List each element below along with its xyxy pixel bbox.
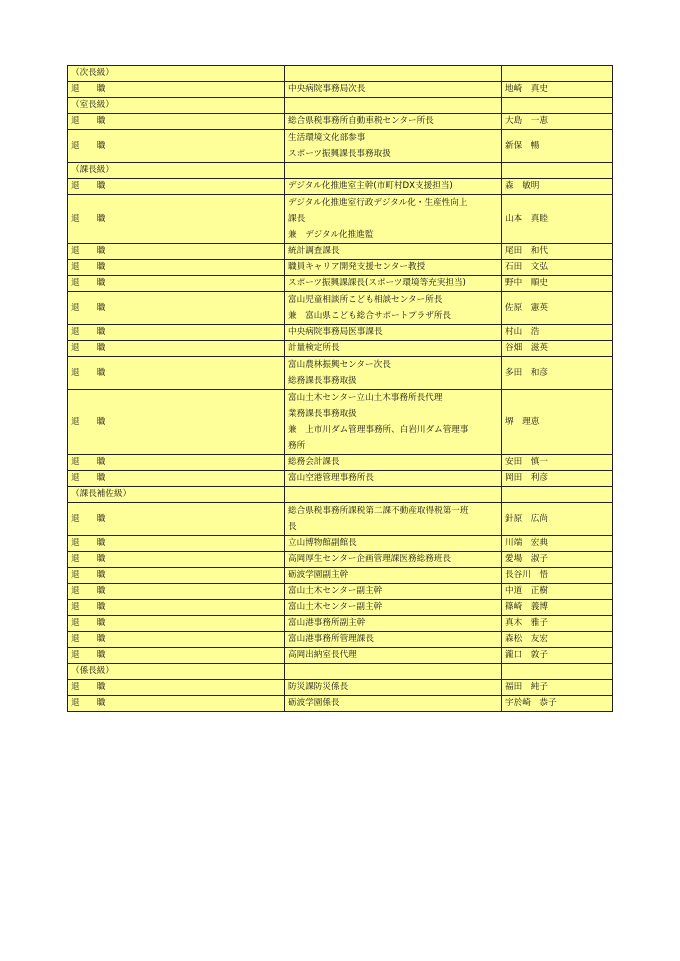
post-line: 職員キャリア開発支援センター教授	[288, 262, 426, 272]
personnel-row	[68, 616, 613, 632]
post-cell	[285, 292, 502, 325]
section-empty-cell	[502, 664, 613, 680]
action-cell: 退 職	[68, 114, 285, 130]
name-cell: 多田 和彦	[502, 357, 613, 390]
post-line: 長	[288, 522, 297, 532]
personnel-row	[68, 82, 613, 98]
action-cell: 退 職	[68, 260, 285, 276]
post-cell	[285, 455, 502, 471]
section-label: （課長級）	[68, 163, 285, 179]
personnel-row	[68, 179, 613, 195]
section-empty-cell	[502, 487, 613, 503]
section-label: （課長補佐級）	[68, 487, 285, 503]
post-line: 総合県税事務所自動車税センター所長	[288, 116, 434, 126]
action-cell: 退 職	[68, 552, 285, 568]
post-cell	[285, 325, 502, 341]
post-cell	[285, 680, 502, 696]
name-cell: 針原 広尚	[502, 503, 613, 536]
post-line: 富山土木センター立山土木事務所長代理	[288, 393, 443, 403]
personnel-row	[68, 568, 613, 584]
personnel-row	[68, 600, 613, 616]
name-cell: 瀧口 敦子	[502, 648, 613, 664]
action-cell: 退 職	[68, 244, 285, 260]
personnel-table-body	[68, 66, 613, 712]
post-cell	[285, 130, 502, 163]
section-label: （係長級）	[68, 664, 285, 680]
personnel-row	[68, 341, 613, 357]
name-cell: 大島 一恵	[502, 114, 613, 130]
personnel-row	[68, 292, 613, 325]
post-line: 富山空港管理事務所長	[288, 473, 374, 483]
name-cell: 愛場 淑子	[502, 552, 613, 568]
action-cell: 退 職	[68, 390, 285, 455]
name-cell: 谷畑 滋英	[502, 341, 613, 357]
name-cell: 山本 真睦	[502, 195, 613, 244]
name-cell: 佐原 憲英	[502, 292, 613, 325]
post-line: 立山博物館副館長	[288, 538, 357, 548]
name-cell: 新保 暢	[502, 130, 613, 163]
personnel-row	[68, 584, 613, 600]
post-cell	[285, 503, 502, 536]
personnel-row	[68, 244, 613, 260]
post-line: 総合県税事務所課税第二課不動産取得税第一班	[288, 506, 469, 516]
post-cell	[285, 260, 502, 276]
post-line: 富山農林振興センター次長	[288, 360, 391, 370]
post-cell	[285, 179, 502, 195]
post-cell	[285, 696, 502, 712]
post-line: 課長	[288, 214, 306, 224]
post-line: 富山土木センター副主幹	[288, 602, 383, 612]
post-cell	[285, 536, 502, 552]
post-line: 砺波学園副主幹	[288, 570, 349, 580]
name-cell: 森 敏明	[502, 179, 613, 195]
action-cell: 退 職	[68, 292, 285, 325]
post-cell	[285, 632, 502, 648]
name-cell: 堺 理恵	[502, 390, 613, 455]
action-cell: 退 職	[68, 616, 285, 632]
post-line: 富山港事務所副主幹	[288, 618, 366, 628]
post-line: デジタル化推進室主幹(市町村DX支援担当)	[288, 181, 453, 191]
action-cell: 退 職	[68, 357, 285, 390]
personnel-row	[68, 114, 613, 130]
section-row	[68, 66, 613, 82]
name-cell: 尾田 和代	[502, 244, 613, 260]
post-cell	[285, 195, 502, 244]
personnel-table	[67, 65, 613, 712]
post-line: 統計調査課長	[288, 246, 340, 256]
action-cell: 退 職	[68, 471, 285, 487]
post-line: 富山児童相談所こども相談センター所長	[288, 295, 443, 305]
post-line: 防災課防災係長	[288, 682, 349, 692]
personnel-row	[68, 696, 613, 712]
post-cell	[285, 552, 502, 568]
action-cell: 退 職	[68, 195, 285, 244]
personnel-row	[68, 455, 613, 471]
name-cell: 中道 正樹	[502, 584, 613, 600]
post-cell	[285, 341, 502, 357]
personnel-row	[68, 276, 613, 292]
post-line: 計量検定所長	[288, 343, 340, 353]
section-label: （室長級）	[68, 98, 285, 114]
personnel-row	[68, 632, 613, 648]
personnel-row	[68, 680, 613, 696]
section-row	[68, 487, 613, 503]
name-cell: 安田 慎一	[502, 455, 613, 471]
post-cell	[285, 114, 502, 130]
section-empty-cell	[502, 163, 613, 179]
action-cell: 退 職	[68, 179, 285, 195]
action-cell: 退 職	[68, 130, 285, 163]
section-row	[68, 163, 613, 179]
post-line: 高岡出納室長代理	[288, 650, 357, 660]
post-cell	[285, 244, 502, 260]
name-cell: 篠崎 義博	[502, 600, 613, 616]
post-line: 砺波学園係長	[288, 698, 340, 708]
personnel-row	[68, 503, 613, 536]
post-line: 業務課長事務取扱	[288, 409, 357, 419]
action-cell: 退 職	[68, 341, 285, 357]
name-cell: 岡田 利彦	[502, 471, 613, 487]
section-row	[68, 98, 613, 114]
name-cell: 宇於崎 恭子	[502, 696, 613, 712]
post-cell	[285, 82, 502, 98]
post-line: 兼 富山県こども総合サポートプラザ所長	[288, 311, 452, 321]
action-cell: 退 職	[68, 276, 285, 292]
personnel-row	[68, 552, 613, 568]
post-cell	[285, 616, 502, 632]
post-cell	[285, 471, 502, 487]
section-empty-cell	[285, 163, 502, 179]
action-cell: 退 職	[68, 82, 285, 98]
personnel-row	[68, 390, 613, 455]
personnel-row	[68, 357, 613, 390]
section-label: （次長級）	[68, 66, 285, 82]
action-cell: 退 職	[68, 680, 285, 696]
section-empty-cell	[285, 487, 502, 503]
section-empty-cell	[285, 664, 502, 680]
name-cell: 野中 順史	[502, 276, 613, 292]
post-line: 生活環境文化部参事	[288, 133, 366, 143]
name-cell: 川端 宏典	[502, 536, 613, 552]
post-line: 富山土木センター副主幹	[288, 586, 383, 596]
name-cell: 森松 友宏	[502, 632, 613, 648]
post-line: 務所	[288, 441, 306, 451]
post-line: 中央病院事務局次長	[288, 84, 366, 94]
personnel-row	[68, 130, 613, 163]
personnel-row	[68, 325, 613, 341]
post-line: 兼 デジタル化推進監	[288, 230, 374, 240]
action-cell: 退 職	[68, 325, 285, 341]
post-cell	[285, 357, 502, 390]
section-empty-cell	[285, 66, 502, 82]
post-line: 兼 上市川ダム管理事務所、白岩川ダム管理事	[288, 425, 469, 435]
action-cell: 退 職	[68, 536, 285, 552]
post-cell	[285, 584, 502, 600]
post-line: スポーツ振興課長事務取扱	[288, 149, 391, 159]
name-cell: 村山 浩	[502, 325, 613, 341]
action-cell: 退 職	[68, 648, 285, 664]
name-cell: 長谷川 悟	[502, 568, 613, 584]
post-line: 総務課長事務取扱	[288, 376, 357, 386]
name-cell: 真木 雅子	[502, 616, 613, 632]
post-line: 高岡厚生センター企画管理課医務総務班長	[288, 554, 451, 564]
post-line: デジタル化推進室行政デジタル化・生産性向上	[288, 198, 468, 208]
post-cell	[285, 568, 502, 584]
name-cell: 石田 文弘	[502, 260, 613, 276]
section-empty-cell	[502, 66, 613, 82]
personnel-row	[68, 648, 613, 664]
personnel-row	[68, 471, 613, 487]
action-cell: 退 職	[68, 455, 285, 471]
post-cell	[285, 600, 502, 616]
personnel-row	[68, 195, 613, 244]
personnel-row	[68, 260, 613, 276]
post-line: スポーツ振興課課長(スポーツ環境等充実担当)	[288, 278, 466, 288]
name-cell: 福田 純子	[502, 680, 613, 696]
section-empty-cell	[502, 98, 613, 114]
post-cell	[285, 390, 502, 455]
action-cell: 退 職	[68, 568, 285, 584]
action-cell: 退 職	[68, 696, 285, 712]
personnel-row	[68, 536, 613, 552]
post-line: 総務会計課長	[288, 457, 340, 467]
post-cell	[285, 276, 502, 292]
post-line: 富山港事務所管理課長	[288, 634, 374, 644]
post-cell	[285, 648, 502, 664]
name-cell: 地崎 真史	[502, 82, 613, 98]
post-line: 中央病院事務局医事課長	[288, 327, 383, 337]
action-cell: 退 職	[68, 584, 285, 600]
action-cell: 退 職	[68, 632, 285, 648]
action-cell: 退 職	[68, 600, 285, 616]
section-empty-cell	[285, 98, 502, 114]
action-cell: 退 職	[68, 503, 285, 536]
section-row	[68, 664, 613, 680]
